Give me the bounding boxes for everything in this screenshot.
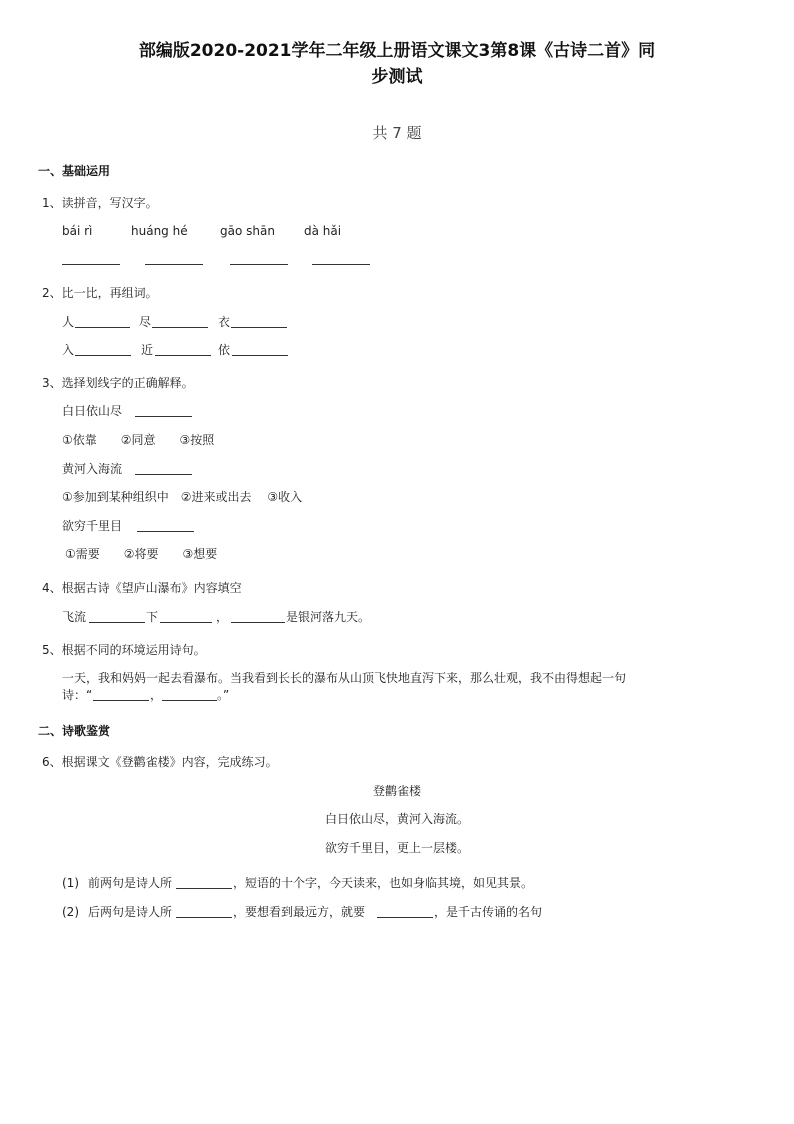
answer-blank[interactable] — [137, 531, 194, 532]
answer-blank[interactable] — [176, 917, 232, 918]
answer-blank[interactable] — [162, 700, 217, 701]
sub-question-text: 后两句是诗人所 — [88, 905, 173, 919]
answer-blank[interactable] — [176, 888, 232, 889]
option-list: ①参加到某种组织中 ②进来或出去 ③收入 — [62, 490, 303, 504]
section-heading-basic: 一、基础运用 — [38, 164, 111, 178]
answer-blank[interactable] — [152, 327, 208, 328]
poem-line: 白日依山尽 — [62, 404, 123, 418]
sub-question-2 — [62, 904, 172, 920]
question-count: 共 7 题 — [372, 124, 422, 142]
answer-blank[interactable] — [377, 917, 433, 918]
answer-blank[interactable] — [135, 416, 192, 417]
sub-question-text: 前两句是诗人所 — [88, 876, 173, 890]
answer-blank[interactable] — [231, 622, 285, 623]
sub-question-text: ，要想看到最远方，就要 — [233, 905, 366, 919]
fill-text: ， — [216, 610, 229, 624]
answer-blank[interactable] — [135, 474, 192, 475]
answer-blank[interactable] — [89, 622, 145, 623]
answer-blank[interactable] — [230, 264, 288, 265]
pinyin-1: bái rì — [62, 224, 93, 238]
compare-char: 依 — [218, 343, 231, 357]
answer-blank[interactable] — [75, 355, 131, 356]
question-1-stem: 1、读拼音，写汉字。 — [42, 196, 158, 210]
compare-char: 近 — [141, 343, 154, 357]
question-6-stem: 6、根据课文《登鹳雀楼》内容，完成练习。 — [42, 755, 278, 769]
scenario-text: 。” — [217, 688, 230, 702]
answer-blank[interactable] — [312, 264, 370, 265]
sub-question-number: (2) — [62, 905, 79, 919]
poem-line: 欲穷千里目，更上一层楼。 — [324, 841, 469, 855]
scenario-text: ， — [150, 688, 163, 702]
sub-question-number: (1) — [62, 876, 79, 890]
question-2-stem: 2、比一比，再组词。 — [42, 286, 158, 300]
option-list: ①依靠 ②同意 ③按照 — [62, 433, 215, 447]
fill-text: 飞流 — [62, 610, 87, 624]
pinyin-2: huáng hé — [131, 224, 188, 238]
scenario-text: 一天，我和妈妈一起去看瀑布。当我看到长长的瀑布从山顶飞快地直泻下来，那么壮观，我不由得想起一句 — [62, 671, 627, 685]
question-4-stem: 4、根据古诗《望庐山瀑布》内容填空 — [42, 581, 242, 595]
sub-question-text: ，是千古传诵的名句 — [434, 905, 543, 919]
question-3-stem: 3、选择划线字的正确解释。 — [42, 376, 194, 390]
page-title — [100, 38, 694, 90]
answer-blank[interactable] — [145, 264, 203, 265]
pinyin-4: dà hǎi — [304, 224, 342, 238]
answer-blank[interactable] — [75, 327, 130, 328]
compare-char: 人 — [62, 315, 75, 329]
fill-text: 是银河落九天。 — [286, 610, 371, 624]
poem-line: 白日依山尽，黄河入海流。 — [324, 812, 469, 826]
sub-question-text: ，短语的十个字，今天读来，也如身临其境，如见其景。 — [233, 876, 534, 890]
answer-blank[interactable] — [62, 264, 120, 265]
title-line-1: 部编版2020-2021学年二年级上册语文课文3第8课《古诗二首》同 — [138, 41, 656, 61]
answer-blank[interactable] — [160, 622, 212, 623]
poem-title: 登鹳雀楼 — [372, 784, 421, 798]
answer-blank[interactable] — [231, 327, 287, 328]
fill-text: 下 — [146, 610, 159, 624]
answer-blank[interactable] — [155, 355, 211, 356]
poem-line: 黄河入海流 — [62, 462, 123, 476]
poem-line: 欲穷千里目 — [62, 519, 123, 533]
compare-char: 尽 — [139, 315, 152, 329]
answer-blank[interactable] — [93, 700, 149, 701]
question-5-stem: 5、根据不同的环境运用诗句。 — [42, 643, 206, 657]
title-line-2: 步测试 — [371, 67, 423, 87]
answer-blank[interactable] — [232, 355, 288, 356]
compare-char: 入 — [62, 343, 75, 357]
compare-char: 衣 — [218, 315, 231, 329]
option-list: ①需要 ②将要 ③想要 — [65, 547, 218, 561]
scenario-text: 诗：“ — [62, 688, 93, 702]
section-heading-poetry: 二、诗歌鉴赏 — [38, 724, 111, 738]
pinyin-3: gāo shān — [220, 224, 275, 238]
sub-question-1 — [62, 875, 172, 891]
